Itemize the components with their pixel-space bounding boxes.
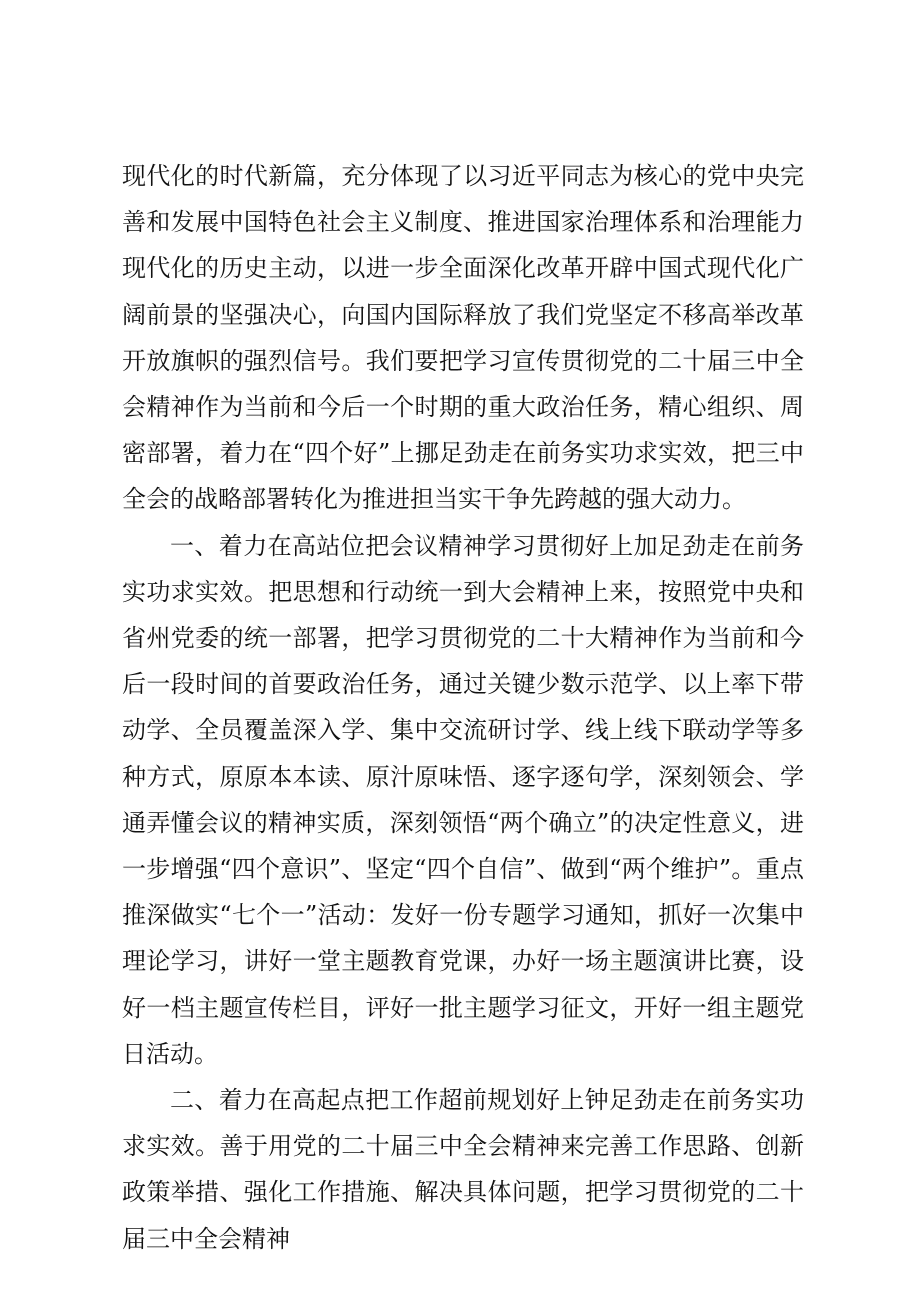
paragraph-1: 现代化的时代新篇，充分体现了以习近平同志为核心的党中央完善和发展中国特色社会主义制度、推进国家治理体系和治理能力现代化的历史主动，以进一步全面深化改革开辟中国式现代化广阔前景的坚强决心，向国内国际释放了我们党坚定不移高举改革开放旗帜的强烈信号。我们要把学习宣传贯彻党的二十届三中全会精神作为当前和今后一个时期的重大政治任务，精心组织、周密部署，着力在“四个好”上挪足劲走在前务实功求实效，把三中全会的战略部署转化为推进担当实干争先跨越的强大动力。: [122, 162, 804, 514]
document-body: [122, 153, 804, 1262]
paragraph-3: 二、着力在高起点把工作超前规划好上钟足劲走在前务实功求实效。善于用党的二十届三中全会精神来完善工作思路、创新政策举措、强化工作措施、解决具体问题，把学习贯彻党的二十届三中全会精神: [122, 1086, 804, 1253]
paragraph-2: 一、着力在高站位把会议精神学习贯彻好上加足劲走在前务实功求实效。把思想和行动统一到大会精神上来，按照党中央和省州党委的统一部署，把学习贯彻党的二十大精神作为当前和今后一段时间的首要政治任务，通过关键少数示范学、以上率下带动学、全员覆盖深入学、集中交流研讨学、线上线下联动学等多种方式，原原本本读、原汁原味悟、逐字逐句学，深刻领会、学通弄懂会议的精神实质，深刻领悟“两个确立”的决定性意义，进一步增强“四个意识”、坚定“四个自信”、做到“两个维护”。重点推深做实“七个一”活动：发好一份专题学习通知，抓好一次集中理论学习，讲好一堂主题教育党课，办好一场主题演讲比赛，设好一档主题宣传栏目，评好一批主题学习征文，开好一组主题党日活动。: [122, 531, 804, 1068]
